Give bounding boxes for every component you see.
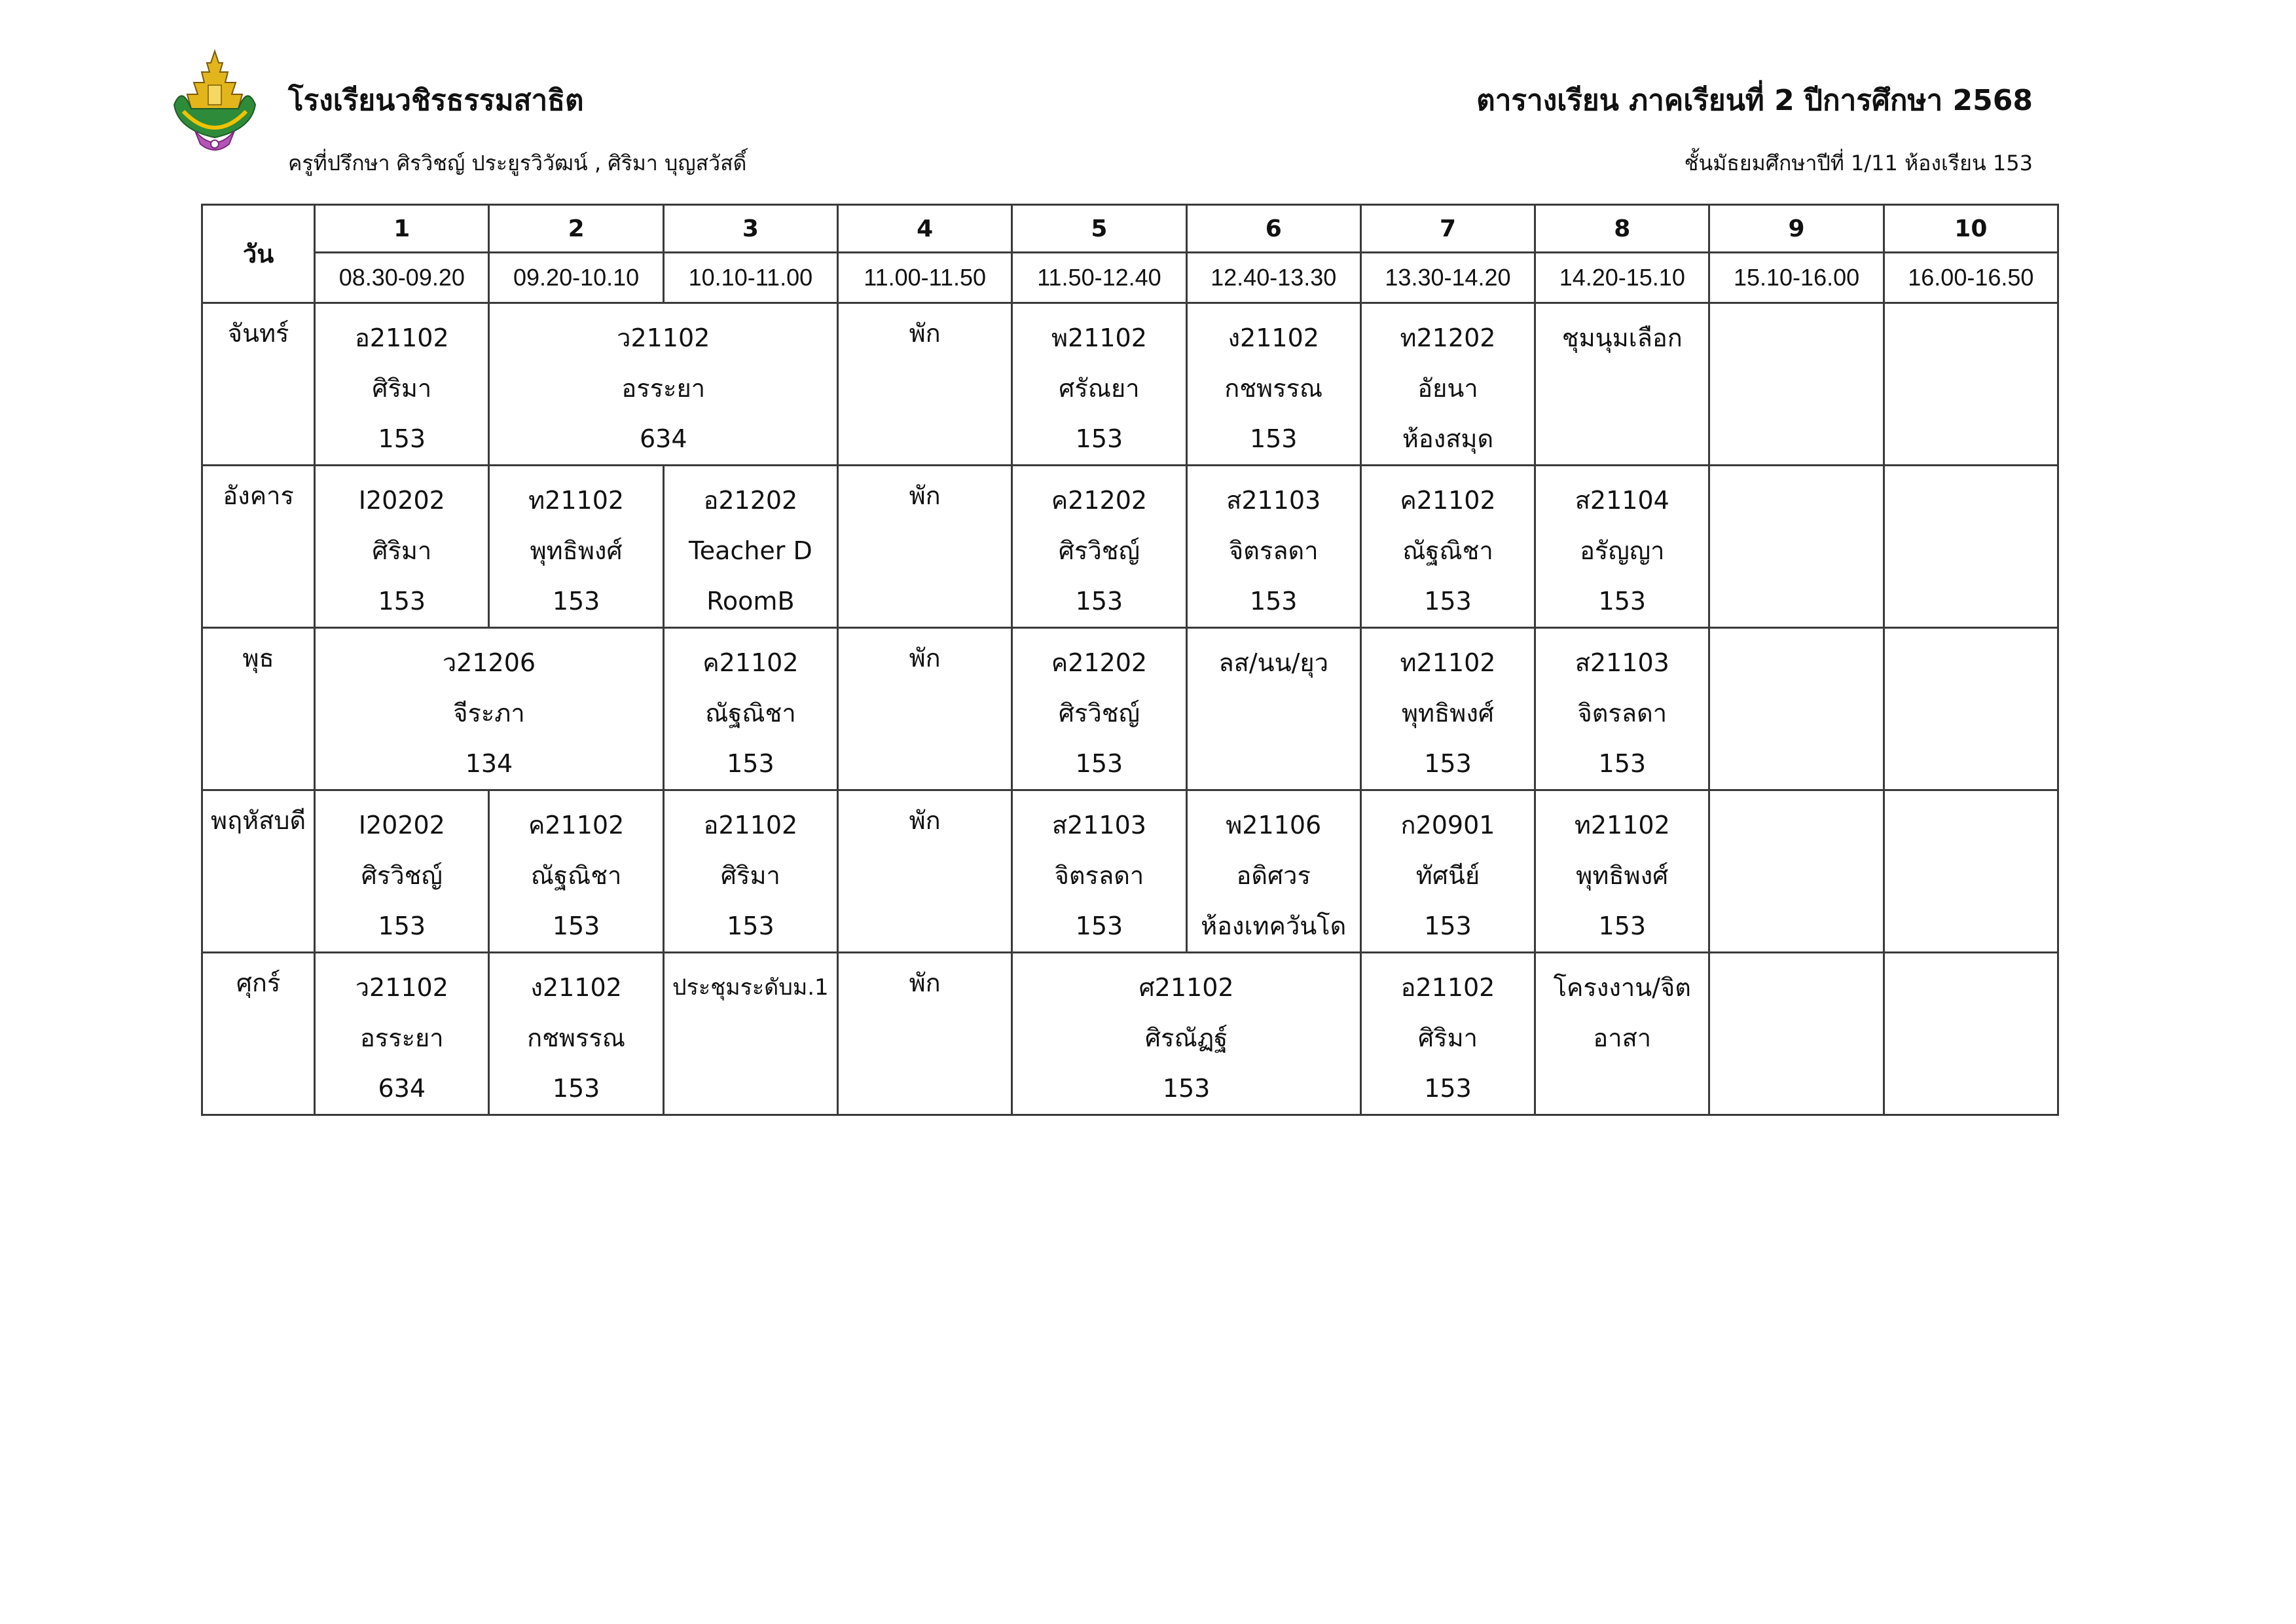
subject-code: ค21102 <box>528 811 625 840</box>
day-row-wednesday <box>202 628 2058 790</box>
period-time: 12.40-13.30 <box>1186 253 1360 303</box>
class-cell <box>1012 790 1186 953</box>
room-number: 153 <box>1424 912 1472 940</box>
subject-code: โครงงาน/จิต <box>1553 973 1691 1002</box>
day-column-header: วัน <box>202 205 315 303</box>
teacher-name: อรระยา <box>621 374 706 403</box>
period-header: 10 <box>1884 205 2058 253</box>
room-number: 153 <box>1075 912 1123 940</box>
period-time: 10.10-11.00 <box>663 253 837 303</box>
teacher-name: อรัญญา <box>1580 536 1665 565</box>
subject-code: ว21102 <box>617 323 710 352</box>
class-cell <box>663 953 837 1115</box>
break-cell: พัก <box>838 466 1012 628</box>
class-cell <box>315 303 489 466</box>
room-number: 134 <box>465 749 513 778</box>
teacher-name: จิตรลดา <box>1577 699 1667 728</box>
teacher-name: ศิริมา <box>1418 1024 1478 1052</box>
teacher-name: จีระภา <box>453 699 525 728</box>
teacher-name: พุทธิพงศ์ <box>1576 861 1669 890</box>
subject-code <box>1710 638 1882 688</box>
day-name: อังคาร <box>202 466 315 628</box>
subject-code: ว21102 <box>355 973 448 1002</box>
subject-code: ประชุมระดับม.1 <box>672 974 829 1001</box>
subject-code: ค21102 <box>1400 486 1496 515</box>
class-cell <box>1360 466 1535 628</box>
subject-code: ส21103 <box>1226 486 1321 515</box>
class-cell <box>1535 303 1709 466</box>
term-title: ตารางเรียน ภาคเรียนที่ 2 ปีการศึกษา 2568 <box>1476 84 2033 117</box>
room-number: ห้องสมุด <box>1402 424 1494 453</box>
subject-code: อ21102 <box>354 323 449 352</box>
room-number: 153 <box>378 424 426 453</box>
class-cell <box>1186 790 1360 953</box>
period-time: 08.30-09.20 <box>315 253 489 303</box>
timetable <box>201 204 2059 1116</box>
school-name: โรงเรียนวชิรธรรมสาธิต <box>288 84 584 117</box>
room-number: 153 <box>1075 587 1123 616</box>
day-name: พฤหัสบดี <box>202 790 315 953</box>
period-header: 5 <box>1012 205 1186 253</box>
room-number: 153 <box>1598 912 1647 940</box>
empty-cell <box>1884 628 2058 790</box>
subject-code <box>1710 475 1882 526</box>
class-cell <box>489 953 663 1115</box>
room-number: 634 <box>639 424 687 453</box>
room-number: 153 <box>1075 749 1123 778</box>
class-cell <box>315 790 489 953</box>
room-number: 153 <box>1598 749 1647 778</box>
subject-code <box>1885 638 2057 688</box>
room-number: 153 <box>378 912 426 940</box>
subject-code: ส21103 <box>1051 811 1146 840</box>
room-number: 153 <box>378 587 426 616</box>
subject-code: ค21102 <box>702 648 799 677</box>
period-header: 7 <box>1360 205 1535 253</box>
class-cell <box>489 466 663 628</box>
empty-cell <box>1884 303 2058 466</box>
day-row-monday <box>202 303 2058 466</box>
class-cell <box>1012 466 1186 628</box>
room-number: 153 <box>552 1074 600 1103</box>
class-cell <box>1012 953 1361 1115</box>
teacher-name: กชพรรณ <box>527 1024 626 1052</box>
class-cell <box>1535 466 1709 628</box>
period-time: 11.50-12.40 <box>1012 253 1186 303</box>
room-number: 153 <box>552 912 600 940</box>
teacher-name: อัยนา <box>1417 374 1478 403</box>
class-cell <box>663 628 837 790</box>
class-cell <box>489 303 838 466</box>
period-time: 09.20-10.10 <box>489 253 663 303</box>
subject-code: ลส/นน/ยุว <box>1218 648 1329 677</box>
subject-code: ส21103 <box>1575 648 1669 677</box>
subject-code <box>1885 313 2057 363</box>
teacher-name: ศิรวิชญ์ <box>361 861 443 890</box>
subject-code: อ21102 <box>703 811 798 840</box>
teacher-name: อาสา <box>1593 1024 1652 1052</box>
class-room-info: ชั้นมัธยมศึกษาปีที่ 1/11 ห้องเรียน 153 <box>1684 151 2033 175</box>
subject-code: ง21102 <box>1228 323 1319 352</box>
subject-code: ท21102 <box>1400 648 1496 677</box>
period-header: 9 <box>1709 205 1884 253</box>
day-row-tuesday <box>202 466 2058 628</box>
subject-code: ก20901 <box>1400 811 1495 840</box>
room-number: 153 <box>1075 424 1123 453</box>
day-name: ศุกร์ <box>202 953 315 1115</box>
subject-code: พ21106 <box>1226 811 1322 840</box>
empty-cell <box>1709 303 1884 466</box>
room-number: 153 <box>1424 587 1472 616</box>
class-cell <box>1186 628 1360 790</box>
empty-cell <box>1709 953 1884 1115</box>
teacher-name: พุทธิพงศ์ <box>530 536 623 565</box>
subject-code: ท21102 <box>1574 811 1670 840</box>
empty-cell <box>1884 790 2058 953</box>
subject-code: ว21206 <box>442 648 536 677</box>
teacher-name: อรระยา <box>359 1024 444 1052</box>
break-cell: พัก <box>838 790 1012 953</box>
class-cell <box>1012 628 1186 790</box>
subject-code: ค21202 <box>1051 486 1148 515</box>
period-header: 4 <box>838 205 1012 253</box>
teacher-name: จิตรลดา <box>1228 536 1319 565</box>
room-number: 153 <box>1598 587 1647 616</box>
subject-code <box>1885 475 2057 526</box>
subject-code: I20202 <box>358 486 445 515</box>
subject-code <box>1710 313 1882 363</box>
advisor-teachers: ครูที่ปรึกษา ศิรวิชญ์ ประยูรวิวัฒน์ , ศิริมา บุญสวัสดิ์ <box>288 151 747 175</box>
room-number: 153 <box>552 587 600 616</box>
subject-code: I20202 <box>358 811 445 840</box>
teacher-name: จิตรลดา <box>1054 861 1144 890</box>
period-header: 1 <box>315 205 489 253</box>
teacher-name: พุทธิพงศ์ <box>1401 699 1494 728</box>
break-cell: พัก <box>838 953 1012 1115</box>
subject-code: ชุมนุมเลือก <box>1561 323 1683 352</box>
period-header: 3 <box>663 205 837 253</box>
teacher-name: ศิริมา <box>372 374 432 403</box>
teacher-name: ศิรณัฏฐ์ <box>1144 1024 1228 1052</box>
class-cell <box>1360 953 1535 1115</box>
school-emblem-icon <box>169 46 261 157</box>
subject-code <box>1885 800 2057 851</box>
class-cell <box>489 790 663 953</box>
break-cell: พัก <box>838 628 1012 790</box>
teacher-name: ทัศนีย์ <box>1415 861 1480 890</box>
period-time: 14.20-15.10 <box>1535 253 1709 303</box>
subject-code: ส21104 <box>1575 486 1669 515</box>
subject-code: ท21102 <box>528 486 625 515</box>
teacher-name: กชพรรณ <box>1224 374 1323 403</box>
teacher-name: ศิรวิชญ์ <box>1058 699 1140 728</box>
class-cell <box>1360 790 1535 953</box>
class-cell <box>1186 466 1360 628</box>
room-number: 153 <box>1249 587 1298 616</box>
period-time: 15.10-16.00 <box>1709 253 1884 303</box>
room-number: RoomB <box>706 587 795 616</box>
empty-cell <box>1709 466 1884 628</box>
room-number: 153 <box>1249 424 1298 453</box>
class-cell <box>663 466 837 628</box>
subject-code: ค21202 <box>1051 648 1148 677</box>
class-cell <box>1186 303 1360 466</box>
class-cell <box>1360 628 1535 790</box>
empty-cell <box>1709 790 1884 953</box>
subject-code: ง21102 <box>530 973 622 1002</box>
room-number: ห้องเทควันโด <box>1201 912 1347 940</box>
teacher-name: ศิริมา <box>720 861 780 890</box>
room-number: 153 <box>1424 1074 1472 1103</box>
teacher-name: ศิรวิชญ์ <box>1058 536 1140 565</box>
class-cell <box>315 628 664 790</box>
subject-code: ศ21102 <box>1139 973 1234 1002</box>
subject-code: พ21102 <box>1051 323 1147 352</box>
class-cell <box>1360 303 1535 466</box>
room-number: 153 <box>1162 1074 1211 1103</box>
class-cell <box>663 790 837 953</box>
day-row-thursday <box>202 790 2058 953</box>
class-cell <box>1535 953 1709 1115</box>
day-name: พุธ <box>202 628 315 790</box>
period-header: 8 <box>1535 205 1709 253</box>
class-cell <box>1012 303 1186 466</box>
room-number: 153 <box>1424 749 1472 778</box>
subject-code <box>1710 800 1882 851</box>
teacher-name <box>1536 363 1708 414</box>
class-cell <box>1535 628 1709 790</box>
room-number: 153 <box>727 749 774 778</box>
subject-code <box>1885 963 2057 1013</box>
period-time: 16.00-16.50 <box>1884 253 2058 303</box>
teacher-name: อดิศวร <box>1236 861 1311 890</box>
subject-code: อ21102 <box>1400 973 1495 1002</box>
subject-code: อ21202 <box>703 486 798 515</box>
teacher-name: ณัฐณิชา <box>705 699 796 728</box>
class-cell <box>1535 790 1709 953</box>
class-cell <box>315 466 489 628</box>
empty-cell <box>1709 628 1884 790</box>
period-header: 6 <box>1186 205 1360 253</box>
room-number <box>1536 414 1708 464</box>
class-cell <box>315 953 489 1115</box>
period-time: 11.00-11.50 <box>838 253 1012 303</box>
day-name: จันทร์ <box>202 303 315 466</box>
period-header: 2 <box>489 205 663 253</box>
teacher-name: ศิริมา <box>372 536 432 565</box>
subject-code <box>1710 963 1882 1013</box>
subject-code: ท21202 <box>1400 323 1496 352</box>
teacher-name: ณัฐณิชา <box>530 861 622 890</box>
teacher-name: Teacher D <box>689 536 812 565</box>
empty-cell <box>1884 466 2058 628</box>
day-row-friday <box>202 953 2058 1115</box>
room-number: 634 <box>378 1074 426 1103</box>
teacher-name: ศรัณยา <box>1059 374 1140 403</box>
teacher-name: ณัฐณิชา <box>1402 536 1493 565</box>
period-time: 13.30-14.20 <box>1360 253 1535 303</box>
room-number: 153 <box>727 912 774 940</box>
empty-cell <box>1884 953 2058 1115</box>
break-cell: พัก <box>838 303 1012 466</box>
